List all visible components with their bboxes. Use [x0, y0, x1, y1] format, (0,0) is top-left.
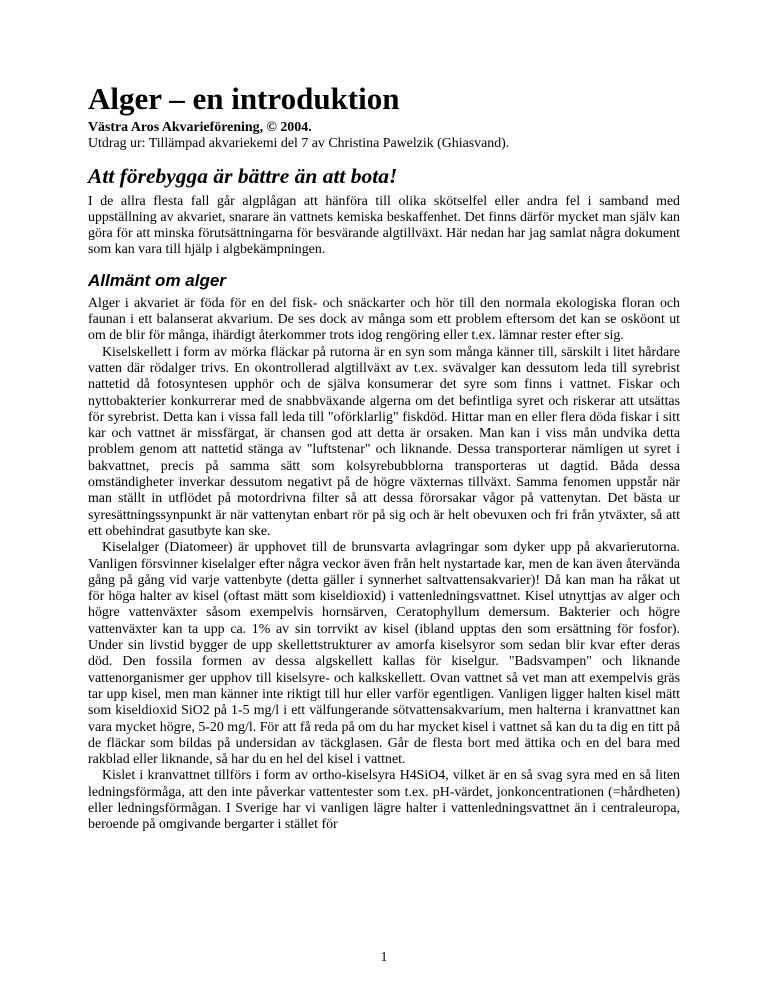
body-paragraph-3: Kiselalger (Diatomeer) är upphovet till de brunsvarta avlagringar som dyker upp på akvarierutorna. Vanligen försvinner kiselalger efter några veckor även från helt nystartade kar, men de kan även återvända gång på gång vid varje vattenbyte (detta gäller i synnerhet saltvattensakvarier)! Då kan man ha råkat ut för höga halter av kisel (oftast mätt som kiseldioxid) i vattenledningsvattnet. Kisel utnyttjas av alger och högre vattenväxter såsom exempelvis hornsärven, Ceratophyllum demersum. Bakterier och högre vattenväxter kan ta upp ca. 1% av sin torrvikt av kisel (ibland upptas den som ersättning för fosfor). Under sin livstid bygger de upp skellettstrukturer av amorfa kiselsyror som sedan blir kvar efter deras död. Den fossila formen av dessa algskellett kallas för kiselgur. "Badsvampen" och liknande vattenorganismer ger upphov till kiselsyre- och kalkskellett. Ovan vattnet så vet man att exempelvis gräs tar upp kisel, men man känner inte riktigt till hur eller varför egentligen. Vanligen ligger halten kisel mätt som kiseldioxid SiO2 på 1-5 mg/l i ett välfungerande sötvattensakvarium, men halterna i kranvattnet kan vara mycket högre, 5-20 mg/l. För att få reda på om du har mycket kisel i vattnet så kan du ta dig en titt på de fläckar som bildas på undersidan av täckglasen. Går de flesta bort med ättika och en del bara med rakblad eller liknande, så har du en hel del kisel i vattnet. [88, 540, 680, 768]
document-title: Alger – en introduktion [88, 81, 400, 116]
body-paragraph-2: Kiselskellett i form av mörka fläckar på rutorna är en syn som många känner till, särskilt i litet hårdare vatten där rödalger trivs. En okontrollerad algtillväxt av t.ex. svävalger kan dessutom leda till syrebrist nattetid då fotosyntesen upphör och de själva konsumerar det syre som finns i vattnet. Fiskar och nyttobakterier konkurrerar med de snabbväxande algerna om det befintliga syret och riskerar att utsättas för syrebrist. Detta kan i vissa fall leda till "oförklarlig" fiskdöd. Hittar man en eller flera döda fiskar i sitt kar och vattnet är missfärgat, är chansen god att detta är orsaken. Man kan i viss mån undvika detta problem genom att nattetid stänga av "luftstenar" och liknande. Dessa transporterar nämligen ut syret i bakvattnet, precis på samma sätt som kolsyrebubblorna transporteras ut dagtid. Båda dessa omständigheter inverkar dessutom negativt på de högre växternas tillväxt. Samma fenomen uppstår när man ställt in utflödet på motordrivna filter så att dessa förorsakar vågor på vattenytan. Det bästa ur syresättningssynpunkt är när vattenytan enbart rör på sig och är helt obevuxen och fri från ytväxter, så att ett obehindrat gasutbyte kan ske. [88, 344, 680, 539]
source-line: Utdrag ur: Tillämpad akvariekemi del 7 av Christina Pawelzik (Ghiasvand). [88, 136, 510, 152]
body-paragraph-4: Kislet i kranvattnet tillförs i form av ortho-kiselsyra H4SiO4, vilket är en så svag syra med en så liten ledningsförmåga, att den inte påverkar vattentester som t.ex. pH-värdet, jonkoncentrationen (=hårdheten) eller ledningsförmågan. I Sverige har vi vanligen lägre halter i vattenledningsvattnet än i centraleuropa, beroende på omgivande bergarter i stället för [88, 768, 680, 833]
document-meta [88, 120, 680, 153]
organization-line: Västra Aros Akvarieförening, © 2004. [88, 120, 312, 135]
body-paragraph-1: Alger i akvariet är föda för en del fisk- och snäckarter och hör till den normala ekologiska floran och faunan i ett balanserat akvarium. De ses dock av många som ett problem eftersom det kan se osköont ut om de blir för många, ihärdigt återkommer trots idog rengöring eller t.ex. lämnar rester efter sig. [88, 295, 680, 344]
intro-paragraph: I de allra flesta fall går algplågan att hänföra till olika skötselfel eller andra fel i samband med uppställning av akvariet, snarare än vattnets kemiska beskaffenhet. Det finns därför mycket man själv kan göra för att minska förutsättningarna för besvärande algtillväxt. Här nedan har jag samlat några dokument som kan vara till hjälp i algbekämpningen. [88, 193, 680, 258]
page-number: 1 [380, 949, 388, 964]
subsection-heading: Allmänt om alger [88, 270, 226, 290]
section-heading: Att förebygga är bättre än att bota! [88, 163, 398, 188]
